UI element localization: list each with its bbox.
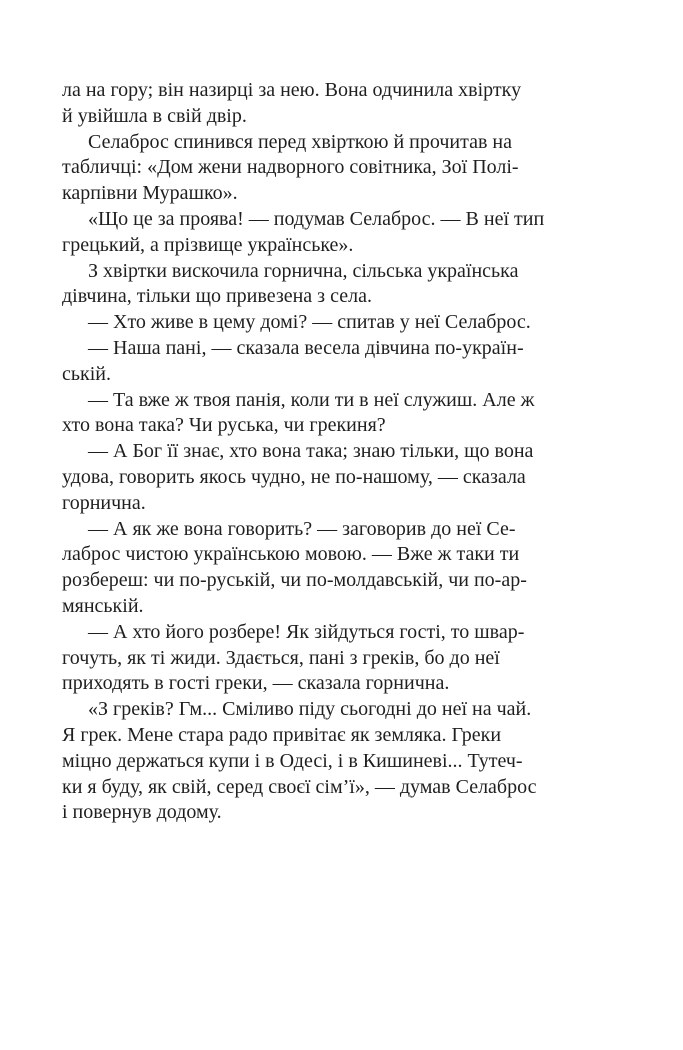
text-line: — Та вже ж твоя панія, коли ти в неї служиш. Але ж: [88, 388, 535, 411]
text-line: карпівни Мурашко».: [62, 182, 238, 205]
text-line: — Хто живе в цему домі? — спитав у неї Селаброс.: [88, 311, 531, 334]
text-line: дівчина, тільки що привезена з села.: [62, 285, 372, 308]
text-line: «З греків? Гм... Сміливо піду сьогодні до неї на чай.: [88, 698, 532, 721]
text-line: ки я буду, як свій, серед своєї сім’ї», — думав Селаброс: [62, 775, 537, 798]
text-line: З хвіртки вискочила горнична, сільська українська: [88, 259, 519, 282]
text-line: розбереш: чи по-руській, чи по-молдавській, чи по-ар-: [62, 569, 527, 592]
text-line: міцно держаться купи і в Одесі, і в Кишиневі... Тутеч-: [62, 749, 523, 772]
text-line: ській.: [62, 362, 111, 385]
text-line: приходять в гості греки, — сказала горнична.: [62, 672, 450, 695]
text-line: удова, говорить якось чудно, не по-нашому, — сказала: [62, 465, 526, 488]
text-line: і повернув додому.: [62, 801, 222, 824]
text-line: «Що це за проява! — подумав Селаброс. — В неї тип: [88, 207, 545, 230]
text-line: — Наша пані, — сказала весела дівчина по-україн-: [88, 336, 524, 359]
text-line: й увійшла в свій двір.: [62, 104, 247, 127]
text-line: мянській.: [62, 594, 144, 617]
text-line: — А хто його розбере! Як зійдуться гості, то швар-: [88, 620, 525, 643]
text-line: горнична.: [62, 491, 146, 514]
text-line: — А Бог її знає, хто вона така; знаю тільки, що вона: [88, 440, 534, 463]
text-line: грецький, а прізвище українське».: [62, 233, 354, 256]
text-line: лаброс чистою українською мовою. — Вже ж таки ти: [62, 543, 520, 566]
text-line: Селаброс спинився перед хвірткою й прочитав на: [88, 130, 512, 153]
text-line: гочуть, як ті жиди. Здається, пані з греків, бо до неї: [62, 646, 500, 669]
text-line: табличці: «Дом жени надворного совітника, Зої Полі-: [62, 156, 519, 179]
text-line: хто вона така? Чи руська, чи грекиня?: [62, 414, 386, 437]
page-text: [62, 78, 610, 826]
text-line: ла на гору; він назирці за нею. Вона одчинила хвіртку: [62, 79, 522, 101]
text-line: — А як же вона говорить? — заговорив до неї Се-: [88, 517, 516, 540]
text-line: Я грек. Мене стара радо привітає як земляка. Греки: [62, 723, 502, 746]
